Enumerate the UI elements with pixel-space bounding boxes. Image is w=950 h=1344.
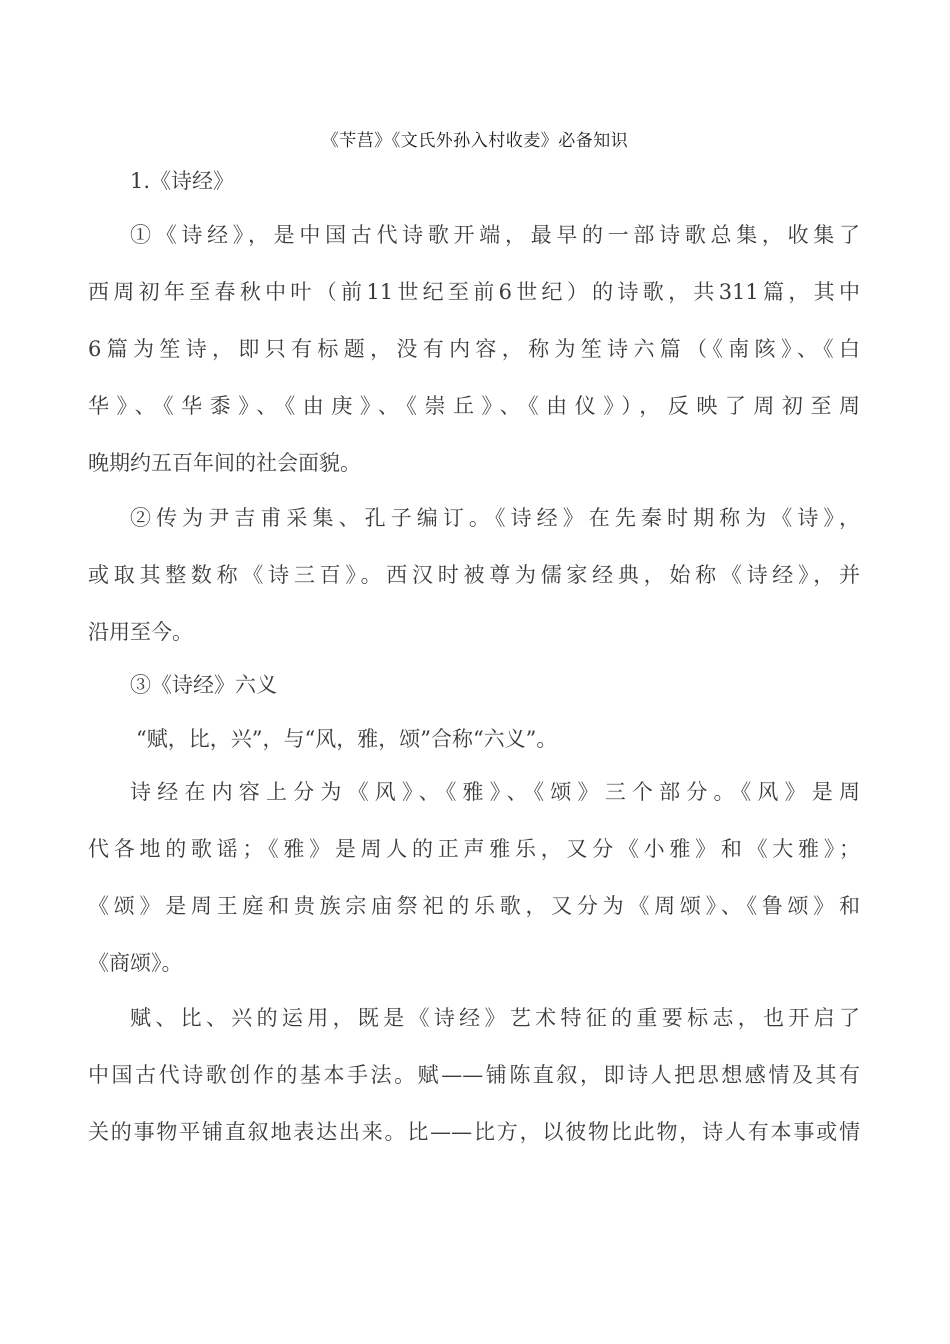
document-title: 《苄莒》《文氏外孙入村收麦》必备知识 [321, 131, 629, 151]
paragraph-line: ②传为尹吉甫采集、孔子编订。《诗经》在先秦时期称为《诗》， [130, 506, 860, 530]
paragraph-line: “赋，比，兴”，与“风，雅，颂”合称“六义”。 [136, 727, 558, 751]
paragraph-line: 沿用至今。 [88, 620, 193, 644]
heading-shijing: 1.《诗经》 [130, 169, 235, 193]
paragraph-line: 诗经在内容上分为《风》、《雅》、《颂》三个部分。《风》是周 [130, 780, 860, 804]
paragraph-line: 6篇为笙诗，即只有标题，没有内容，称为笙诗六篇（《南陔》、《白 [88, 337, 860, 361]
paragraph-line: 代各地的歌谣；《雅》是周人的正声雅乐，又分《小雅》和《大雅》； [88, 837, 860, 861]
paragraph-line: 赋、比、兴的运用，既是《诗经》艺术特征的重要标志，也开启了 [130, 1006, 860, 1030]
paragraph-line: 关的事物平铺直叙地表达出来。比——比方，以彼物比此物，诗人有本事或情 [88, 1120, 860, 1144]
paragraph-line: ①《诗经》，是中国古代诗歌开端，最早的一部诗歌总集，收集了 [130, 223, 860, 247]
paragraph-line: 中国古代诗歌创作的基本手法。赋——铺陈直叙，即诗人把思想感情及其有 [88, 1063, 860, 1087]
paragraph-line: 西周初年至春秋中叶（前11世纪至前6世纪）的诗歌，共311篇，其中 [88, 280, 860, 304]
paragraph-line: 华》、《华黍》、《由庚》、《崇丘》、《由仪》），反映了周初至周 [88, 394, 860, 418]
paragraph-line: 《商颂》。 [88, 951, 183, 975]
paragraph-line: 晚期约五百年间的社会面貌。 [88, 451, 361, 475]
paragraph-line: 或取其整数称《诗三百》。西汉时被尊为儒家经典，始称《诗经》，并 [88, 563, 860, 587]
subheading-liuyi: ③《诗经》六义 [130, 673, 277, 697]
paragraph-line: 《颂》是周王庭和贵族宗庙祭祀的乐歌，又分为《周颂》、《鲁颂》和 [88, 894, 860, 918]
